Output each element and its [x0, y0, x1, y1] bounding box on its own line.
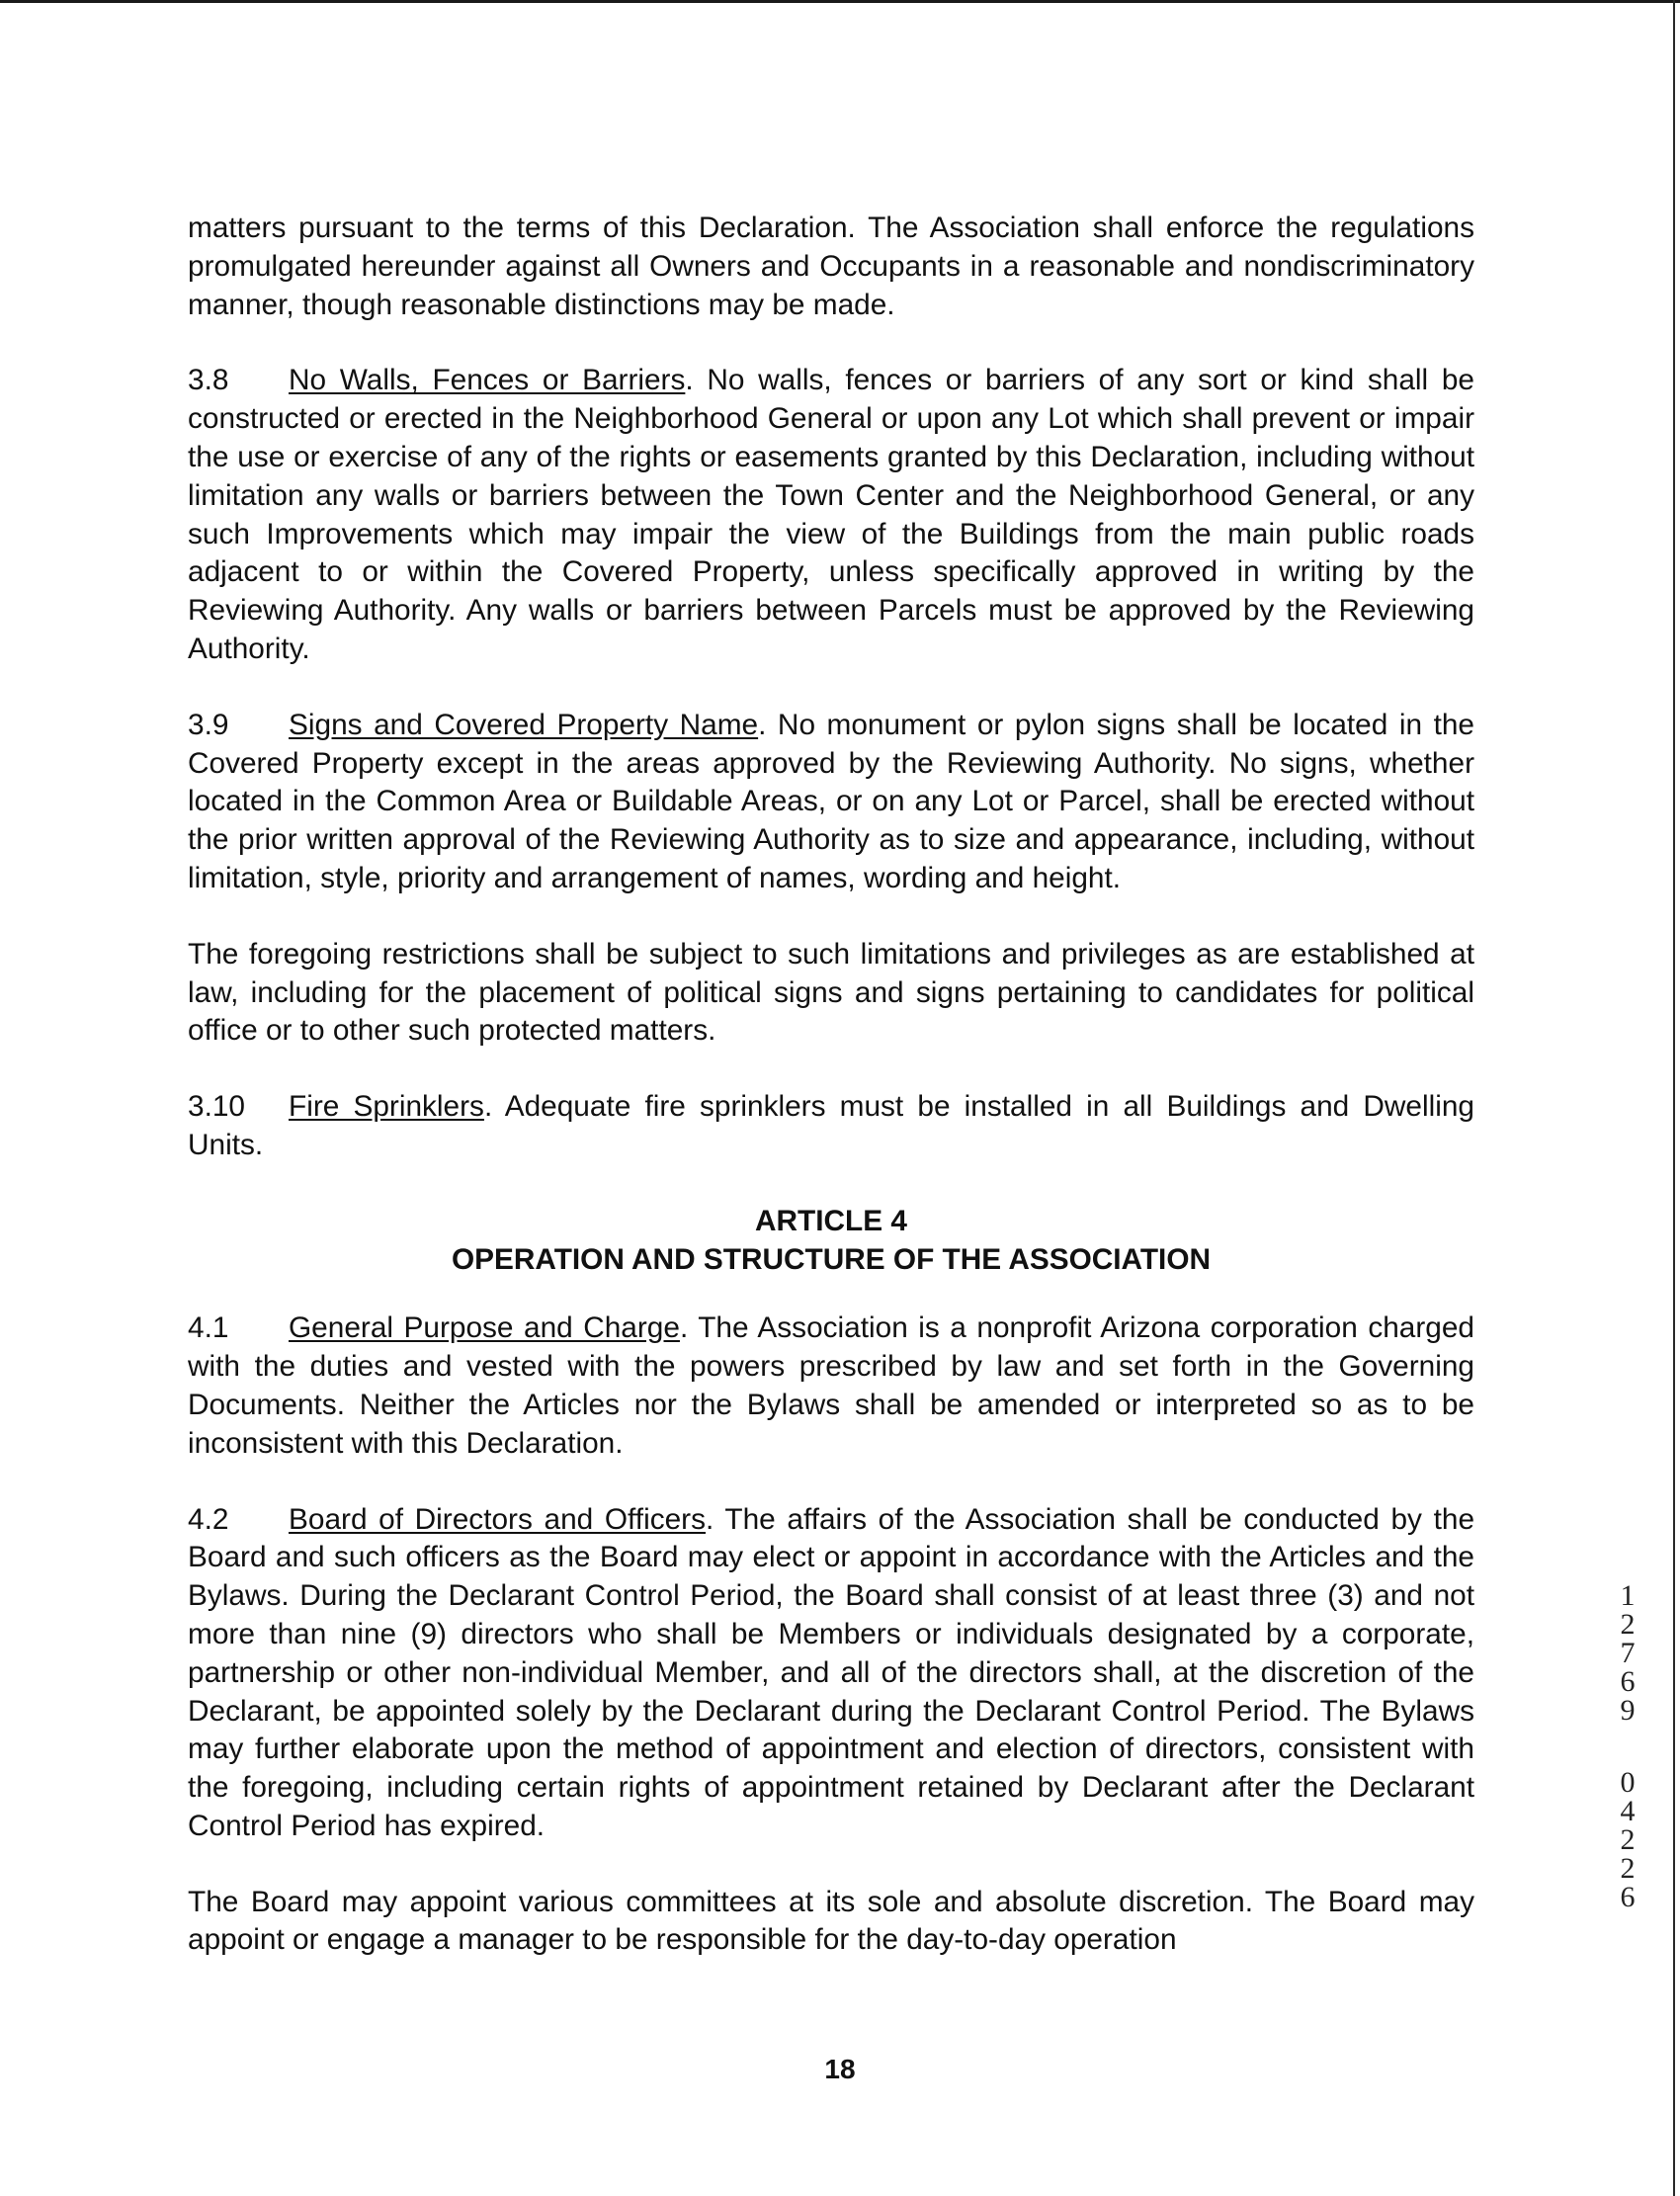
section-text: . No walls, fences or barriers of any sort or kind shall be constructed or erected in the Neighborhood General or upon any Lot which shall prevent or impair the use or exercise of any of the rights or easements granted by this Declaration, including without limitation any walls or barriers between the Town Center and the Neighborhood General, or any such Improvements which may impair the view of the Buildings from the main public roads adjacent to or within the Covered Property, unless specifically approved in writing by the Reviewing Authority. Any walls or barriers between Parcels must be approved by the Reviewing Authority. — [188, 364, 1474, 665]
stamp-digit: 2 — [1620, 1823, 1636, 1856]
stamp-digit: 6 — [1620, 1665, 1636, 1698]
section-title: Board of Directors and Officers — [289, 1502, 706, 1536]
section-text: . The Association is a nonprofit Arizona corporation charged with the duties and vested with the powers prescribed by law and set forth in the Governing Documents. Neither the Articles nor the Bylaws shall be amended or interpreted so as to be inconsistent with this Declaration. — [188, 1311, 1474, 1460]
section-text: . No monument or pylon signs shall be located in the Covered Property except in the areas approved by the Reviewing Authority. No signs, whether located in the Common Area or Buildable Areas, or on any Lot or Parcel, shall be erected without the prior written approval of the Reviewing Authority as to size and appearance, including, without limitation, style, priority and arrangement of names, wording and height. — [188, 708, 1474, 894]
stamp-digit: 0 — [1620, 1766, 1636, 1799]
section-title: General Purpose and Charge — [289, 1311, 680, 1345]
stamp-digit: 9 — [1620, 1694, 1636, 1727]
section-title: Fire Sprinklers — [289, 1090, 484, 1124]
stamp-digit: 2 — [1620, 1608, 1636, 1641]
section-title: No Walls, Fences or Barriers — [289, 364, 686, 397]
article-heading — [188, 1203, 1474, 1280]
document-body — [188, 210, 1474, 1997]
section-title: Signs and Covered Property Name — [289, 708, 759, 741]
section-4-1 — [188, 1309, 1474, 1463]
recording-stamp — [1614, 1581, 1641, 1911]
section-number: 3.9 — [188, 708, 229, 741]
stamp-digit: 2 — [1620, 1852, 1636, 1885]
stamp-group-1 — [1614, 1581, 1641, 1725]
stamp-digit: 6 — [1620, 1881, 1636, 1913]
section-number: 4.1 — [188, 1311, 229, 1345]
foregoing-paragraph: The foregoing restrictions shall be subject to such limitations and privileges as are established at law, including for the placement of political signs and signs pertaining to candidates for political office or to other such protected matters. — [188, 937, 1474, 1048]
stamp-group-2 — [1614, 1768, 1641, 1911]
page-number: 18 — [824, 2054, 856, 2084]
section-number: 4.2 — [188, 1502, 229, 1536]
top-border-line — [0, 0, 1680, 3]
section-text: . The affairs of the Association shall be conducted by the Board and such officers as the Board may elect or appoint in accordance with the Articles and the Bylaws. During the Declarant Control Period, the Board shall consist of at least three (3) and not more than nine (9) directors who shall be Members or individuals designated by a corporate, partnership or other non-individual Member, and all of the directors shall, at the discretion of the Declarant, be appointed solely by the Declarant during the Declarant Control Period. The Bylaws may further elaborate upon the method of appointment and election of directors, consistent with the foregoing, including certain rights of appointment retained by Declarant after the Declarant Control Period has expired. — [188, 1502, 1475, 1842]
intro-paragraph: matters pursuant to the terms of this Declaration. The Association shall enforce the regulations promulgated hereunder against all Owners and Occupants in a reasonable and nondiscriminatory manner, though reasonable distinctions may be made. — [188, 211, 1474, 321]
stamp-digit: 4 — [1620, 1795, 1636, 1827]
article-number: ARTICLE 4 — [755, 1204, 907, 1237]
section-3-8 — [188, 362, 1474, 668]
section-4-2 — [188, 1501, 1474, 1846]
stamp-gap — [1614, 1725, 1641, 1768]
board-paragraph: The Board may appoint various committees at its sole and absolute discretion. The Board may appoint or engage a manager to be responsible for the day-to-day operation — [188, 1885, 1474, 1957]
right-border-line — [1673, 0, 1675, 2196]
stamp-digit: 1 — [1620, 1579, 1636, 1612]
section-number: 3.10 — [188, 1090, 245, 1124]
section-number: 3.8 — [188, 364, 229, 397]
section-3-10 — [188, 1088, 1474, 1165]
section-text: . Adequate fire sprinklers must be installed in all Buildings and Dwelling Units. — [188, 1090, 1474, 1161]
stamp-digit: 7 — [1620, 1637, 1636, 1669]
article-title: OPERATION AND STRUCTURE OF THE ASSOCIATION — [451, 1242, 1212, 1276]
section-3-9 — [188, 707, 1474, 898]
